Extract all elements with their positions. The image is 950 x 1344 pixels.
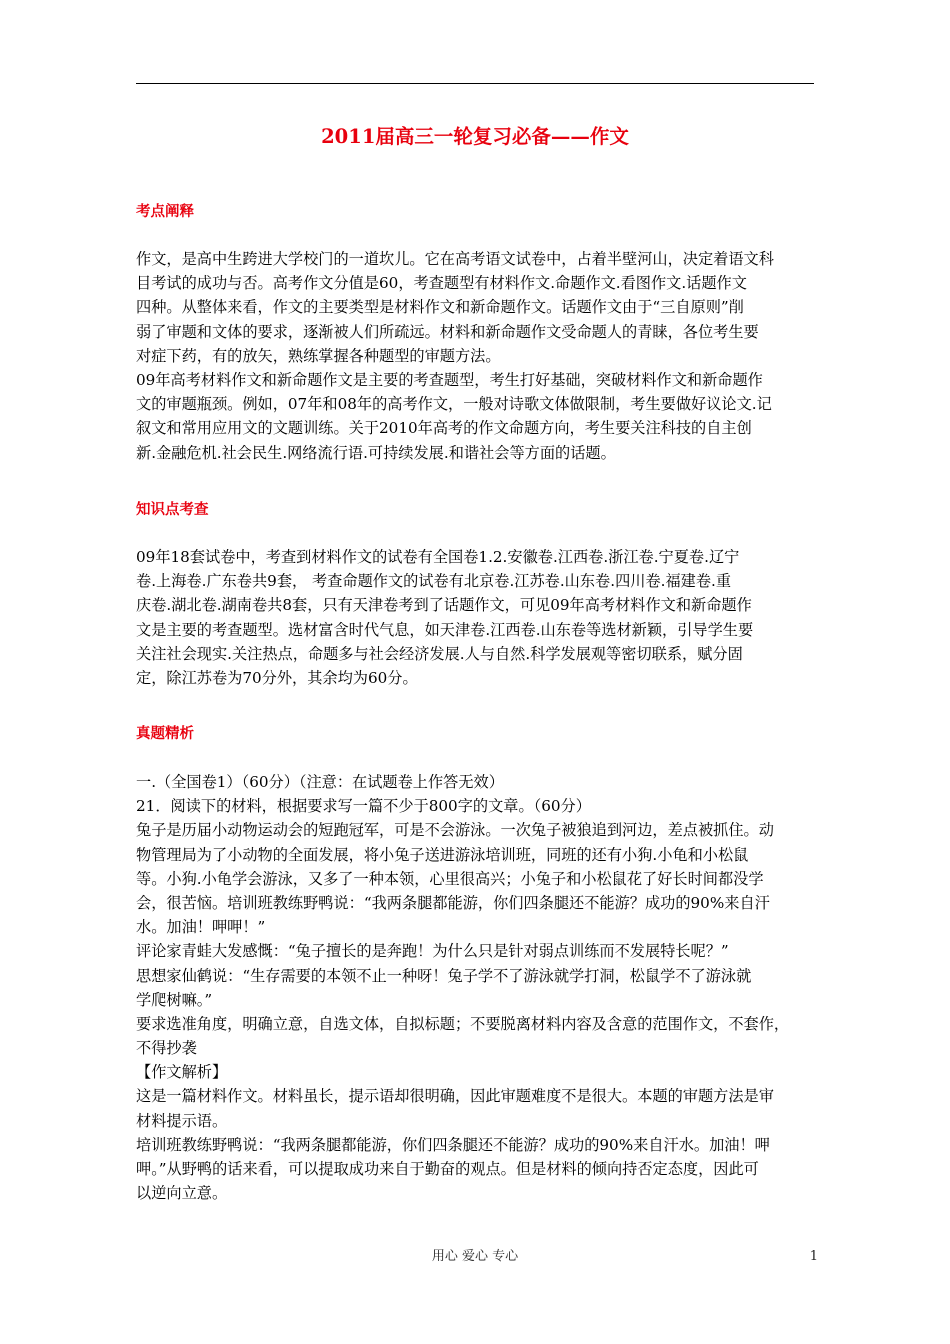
paragraph-line: 庆卷.湖北卷.湖南卷共8套，只有天津卷考到了话题作文，可见09年高考材料作文和新命题作 <box>136 596 752 615</box>
paragraph-line: 对症下药，有的放矢，熟练掌握各种题型的审题方法。 <box>136 346 501 365</box>
paragraph-line: 不得抄袭 <box>136 1039 197 1058</box>
paragraph-line: 评论家青蛙大发感慨：“兔子擅长的是奔跑！为什么只是针对弱点训练而不发展特长呢？” <box>136 942 729 961</box>
paragraph-line: 四种。从整体来看，作文的主要类型是材料作文和新命题作文。话题作文由于“三自原则”削 <box>136 298 744 317</box>
paragraph-line: 以逆向立意。 <box>136 1184 228 1203</box>
paragraph-line: 等。小狗.小龟学会游泳，又多了一种本领，心里很高兴；小兔子和小松鼠花了好长时间都没学 <box>136 869 764 888</box>
page-footer: 用心 爱心 专心 <box>431 1249 519 1264</box>
paragraph-line: 要求选准角度，明确立意，自选文体，自拟标题；不要脱离材料内容及含意的范围作文，不套作， <box>136 1014 790 1033</box>
paragraph-line: 新.金融危机.社会民生.网络流行语.可持续发展.和谐社会等方面的话题。 <box>136 443 616 462</box>
page-number: 1 <box>809 1249 818 1264</box>
paragraph-line: 弱了审题和文体的要求，逐渐被人们所疏远。材料和新命题作文受命题人的青睐，各位考生要 <box>136 322 759 341</box>
paragraph-line: 培训班教练野鸭说：“我两条腿都能游，你们四条腿还不能游？成功的90%来自汗水。加油！呷 <box>136 1135 770 1154</box>
paragraph-line: 定，除江苏卷为70分外，其余均为60分。 <box>136 668 418 687</box>
paragraph-line: 学爬树嘛。” <box>136 990 213 1009</box>
paragraph-line: 【作文解析】 <box>136 1063 228 1082</box>
paragraph-line: 呷。”从野鸭的话来看，可以提取成功来自于勤奋的观点。但是材料的倾向持否定态度，因此可 <box>136 1160 759 1178</box>
paragraph-line: 卷.上海卷.广东卷共9套， 考查命题作文的试卷有北京卷.江苏卷.山东卷.四川卷.福建卷.重 <box>136 572 732 591</box>
paragraph-line: 材料提示语。 <box>136 1111 228 1130</box>
section-body-kaodian <box>136 247 820 465</box>
paragraph-line: 会，很苦恼。培训班教练野鸭说：“我两条腿都能游，你们四条腿还不能游？成功的90%来自汗 <box>136 893 770 912</box>
paragraph-line: 作文，是高中生跨进大学校门的一道坎儿。它在高考语文试卷中，占着半壁河山，决定着语文科 <box>136 250 774 268</box>
paragraph-line: 目考试的成功与否。高考作文分值是60，考查题型有材料作文.命题作文.看图作文.话题作文 <box>136 274 747 293</box>
paragraph-line: 09年高考材料作文和新命题作文是主要的考查题型，考生打好基础，突破材料作文和新命题作 <box>136 370 763 389</box>
paragraph-line: 水。加油！呷呷！” <box>136 918 266 937</box>
section-body-zhenti <box>136 770 820 1205</box>
paragraph-line: 这是一篇材料作文。材料虽长，提示语却很明确，因此审题难度不是很大。本题的审题方法是审 <box>136 1087 774 1106</box>
paragraph-line: 兔子是历届小动物运动会的短跑冠军，可是不会游泳。一次兔子被狼追到河边，差点被抓住。动 <box>136 821 774 840</box>
section-heading-zhenti: 真题精析 <box>136 725 194 742</box>
paragraph-line: 物管理局为了小动物的全面发展，将小兔子送进游泳培训班，同班的还有小狗.小龟和小松鼠 <box>136 845 749 864</box>
paragraph-line: 思想家仙鹤说：“生存需要的本领不止一种呀！兔子学不了游泳就学打洞，松鼠学不了游泳就 <box>136 966 752 985</box>
paragraph-line: 09年18套试卷中，考查到材料作文的试卷有全国卷1.2.安徽卷.江西卷.浙江卷.宁夏卷.辽宁 <box>136 548 740 566</box>
paragraph-line: 21．阅读下的材料，根据要求写一篇不少于800字的文章。（60分） <box>136 797 591 816</box>
paragraph-line: 文是主要的考查题型。选材富含时代气息，如天津卷.江西卷.山东卷等选材新颖，引导学生要 <box>136 620 754 639</box>
paragraph-line: 叙文和常用应用文的文题训练。关于2010年高考的作文命题方向，考生要关注科技的自主创 <box>136 419 752 438</box>
section-heading-zhishidian: 知识点考查 <box>136 501 209 518</box>
section-body-zhishidian <box>136 545 820 690</box>
section-heading-kaodian: 考点阐释 <box>136 203 194 220</box>
paragraph-line: 一.（全国卷1）（60分）（注意：在试题卷上作答无效） <box>136 773 504 791</box>
document-title: 2011届高三一轮复习必备——作文 <box>321 125 629 148</box>
paragraph-line: 关注社会现实.关注热点，命题多与社会经济发展.人与自然.科学发展观等密切联系，赋分固 <box>136 644 743 663</box>
header-rule <box>136 83 814 84</box>
paragraph-line: 文的审题瓶颈。例如，07年和08年的高考作文，一般对诗歌文体做限制，考生要做好议论文.记 <box>136 395 772 414</box>
